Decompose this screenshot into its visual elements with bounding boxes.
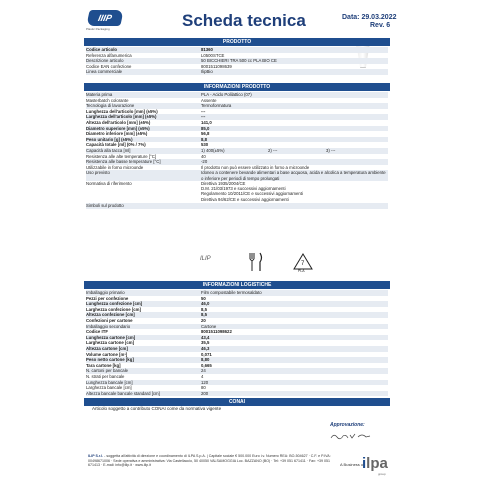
row-value: 50 bbox=[201, 295, 206, 301]
row-label: N. cartoni per bancale bbox=[86, 368, 129, 374]
row-label: Peso unitario [g] (±5%) bbox=[86, 136, 133, 142]
row-label: Normativa di riferimento bbox=[86, 181, 132, 187]
row-label: Resistenza alle alte temperature [°C] bbox=[86, 153, 157, 159]
row-label: Larghezza cartone [cm] bbox=[86, 340, 134, 346]
row-label: Altezza dell'articolo [mm] (±5%) bbox=[86, 119, 151, 125]
table-row bbox=[86, 391, 388, 397]
row-value: Il prodotto non può essere utilizzato in forno a microonde bbox=[201, 164, 310, 170]
logo-subtitle: Plastic Packaging bbox=[86, 27, 110, 31]
approval-label: Approvazione: bbox=[330, 422, 365, 428]
row-value: 85,0 bbox=[201, 125, 210, 131]
row-label: Masterbatch colorante bbox=[86, 97, 129, 103]
row-label: Codice EAN confezione bbox=[86, 63, 132, 69]
row-value: 8,5 bbox=[201, 306, 207, 312]
row-value: 8,80 bbox=[201, 357, 210, 363]
footer-company: ILIP S.r.l. bbox=[88, 454, 104, 458]
ilpa-logo: ilpa bbox=[362, 455, 388, 472]
table-row bbox=[86, 203, 388, 209]
row-label: Confezioni per cartone bbox=[86, 317, 133, 323]
page-title: Scheda tecnica bbox=[182, 11, 306, 30]
row-value: 81360 bbox=[201, 47, 213, 52]
row-value-3: 3) --- bbox=[326, 147, 336, 153]
row-label: Capacità totale [ml] (0% / 7%) bbox=[86, 142, 146, 148]
row-value: 8001511098622 bbox=[201, 329, 232, 335]
normativa-item: Direttiva 94/62/CE e successivi aggiornamenti bbox=[201, 196, 289, 202]
row-value: 120 bbox=[201, 379, 209, 385]
row-value: 0,071 bbox=[201, 351, 212, 357]
row-value: --- bbox=[201, 114, 206, 120]
ilpa-group-label: group bbox=[378, 472, 386, 476]
row-label: Larghezza confezione [cm] bbox=[86, 306, 141, 312]
row-label: Linea commerciale bbox=[86, 69, 123, 75]
row-value: IlipBio bbox=[201, 69, 213, 75]
signature-image bbox=[330, 432, 372, 440]
row-value: Termoformatura bbox=[201, 103, 232, 109]
conai-text: Articolo soggetto a contributo CONAI come da normativa vigente bbox=[92, 406, 222, 411]
row-value: 141,0 bbox=[201, 119, 212, 125]
row-label: Diametro inferiore [mm] (±5%) bbox=[86, 131, 148, 137]
row-value: 4 bbox=[201, 373, 204, 379]
row-label: Descrizione articolo bbox=[86, 58, 124, 64]
row-value: Idoneo a contenere bevande alimentari a base acquosa, acida e alcolica a temperatura ambiente o inferiore per periodi di tempo prolungati bbox=[201, 170, 386, 181]
section-informazioni-prodotto: INFORMAZIONI PRODOTTO bbox=[84, 83, 390, 91]
row-value: 0,665 bbox=[201, 362, 212, 368]
product-table bbox=[86, 47, 388, 75]
row-label: Altezza bancale bancale standard [cm] bbox=[86, 390, 160, 396]
row-label: Lunghezza bancale [cm] bbox=[86, 379, 133, 385]
recycle-text: PLA bbox=[298, 269, 305, 272]
row-value: 24 bbox=[201, 368, 206, 374]
ilip-logo: IIIP bbox=[86, 10, 123, 26]
row-value: 1) 400(±5%) bbox=[201, 147, 225, 153]
header bbox=[0, 0, 480, 34]
row-label: Imballaggio primario bbox=[86, 290, 125, 295]
row-value: 43,4 bbox=[201, 334, 210, 340]
row-label: Peso netto cartone [kg] bbox=[86, 357, 134, 363]
section-informazioni-logistiche: INFORMAZIONI LOGISTICHE bbox=[84, 281, 390, 289]
recycle-number: 7 bbox=[301, 261, 305, 267]
row-label: Altezza cartone [cm] bbox=[86, 345, 128, 351]
document-date: Data: 29.03.2022 bbox=[342, 14, 397, 21]
row-value: --- bbox=[201, 108, 206, 114]
row-value: 8,5 bbox=[201, 312, 207, 318]
row-label: Tecnologia di lavorazione bbox=[86, 103, 135, 109]
row-label: Lunghezza dell'articolo [mm] (±5%) bbox=[86, 108, 158, 114]
row-value: 46,0 bbox=[201, 301, 210, 307]
footer bbox=[88, 454, 336, 468]
row-label: Referenza alfanumerica bbox=[86, 52, 132, 58]
row-label: Capacità alla tacca [ml] bbox=[86, 147, 131, 153]
row-label: Uso previsto bbox=[86, 170, 110, 176]
row-value: L0500STCE bbox=[201, 52, 225, 58]
row-label: Utilizzabile in forno microonde bbox=[86, 164, 144, 170]
row-value: 8001511098639 bbox=[201, 63, 232, 69]
row-label: Imballaggio secondario bbox=[86, 323, 131, 329]
document-revision: Rev. 6 bbox=[370, 22, 391, 29]
row-value: 20 bbox=[201, 317, 206, 323]
row-label: Pezzi per confezione bbox=[86, 295, 129, 301]
row-value: 50 BICCHIERI TRA 500 cc PLA BIO CE bbox=[201, 58, 277, 64]
normativa-item: D.M. 21/03/1973 e successivi aggiornamenti bbox=[201, 185, 286, 191]
ilip-mark-icon: ILIP bbox=[200, 256, 211, 262]
business-of-label: A Business of bbox=[340, 462, 365, 467]
table-row bbox=[86, 181, 388, 203]
row-value: 200 bbox=[201, 390, 209, 396]
row-label: Codice articolo bbox=[86, 47, 118, 52]
row-value: -20 bbox=[201, 159, 208, 165]
row-label: Diametro superiore [mm] (±5%) bbox=[86, 125, 150, 131]
row-label: Lunghezza confezione [cm] bbox=[86, 301, 143, 307]
table-row bbox=[86, 69, 388, 75]
row-label: Lunghezza cartone [cm] bbox=[86, 334, 136, 340]
row-label: Tara cartone [kg] bbox=[86, 362, 121, 368]
fork-knife-food-icon bbox=[248, 252, 264, 272]
section-prodotto: PRODOTTO bbox=[84, 38, 390, 46]
row-value: Direttiva 1935/2004/CE bbox=[201, 181, 246, 187]
recycle-icon bbox=[292, 252, 314, 272]
row-value: PLA - Acido Polilattico (07) bbox=[201, 92, 252, 97]
normativa-item: Regolamento 10/2011/CE e successivi aggiornamenti bbox=[201, 191, 303, 197]
row-label: Volume cartone [m³] bbox=[86, 351, 128, 357]
row-value: 80 bbox=[201, 385, 206, 391]
footer-text: - soggetta all'attività di direzione e coordinamento di ILPA S.p.A. | Capitale sociale € 500.000 Euro i.v. Numero REA: BO-504627 · C.F. e P.IVA: 00498671006 · Sede operativa e amministrativa: Via Castellaccio, 50 40050 VALSAMOGGIA Loc. BAZZANO (BO) · Tel: +39 051 671411 · Fax: +39 051 671413 · E-mail: info@ilip.it · www.ilip.it bbox=[88, 454, 331, 467]
row-label: Resistenza alle basse temperature [°C] bbox=[86, 159, 161, 165]
row-value: 530 bbox=[201, 142, 209, 148]
row-value: 8,8 bbox=[201, 136, 207, 142]
row-value: 46,3 bbox=[201, 345, 210, 351]
row-value: 35,5 bbox=[201, 340, 210, 346]
logistics-table bbox=[86, 290, 388, 396]
row-value-2: 2) --- bbox=[268, 147, 278, 153]
row-value: Cartone bbox=[201, 323, 217, 329]
row-value: Assente bbox=[201, 97, 217, 103]
row-label: Simboli sul prodotto bbox=[86, 203, 124, 209]
row-label: N. strati per bancale bbox=[86, 373, 125, 379]
section-conai: CONAI bbox=[84, 398, 390, 406]
row-label: Codice ITF bbox=[86, 329, 108, 335]
row-label: Larghezza bancale [cm] bbox=[86, 385, 132, 391]
row-value: 56,8 bbox=[201, 131, 210, 137]
row-label: Altezza confezione [cm] bbox=[86, 312, 135, 318]
info-table bbox=[86, 92, 388, 209]
row-label: Materia prima bbox=[86, 92, 113, 97]
table-row bbox=[86, 170, 388, 181]
row-label: Larghezza dell'articolo [mm] (±5%) bbox=[86, 114, 157, 120]
row-value: Film compostabile termosaldato bbox=[201, 290, 262, 295]
row-value: 40 bbox=[201, 153, 206, 159]
